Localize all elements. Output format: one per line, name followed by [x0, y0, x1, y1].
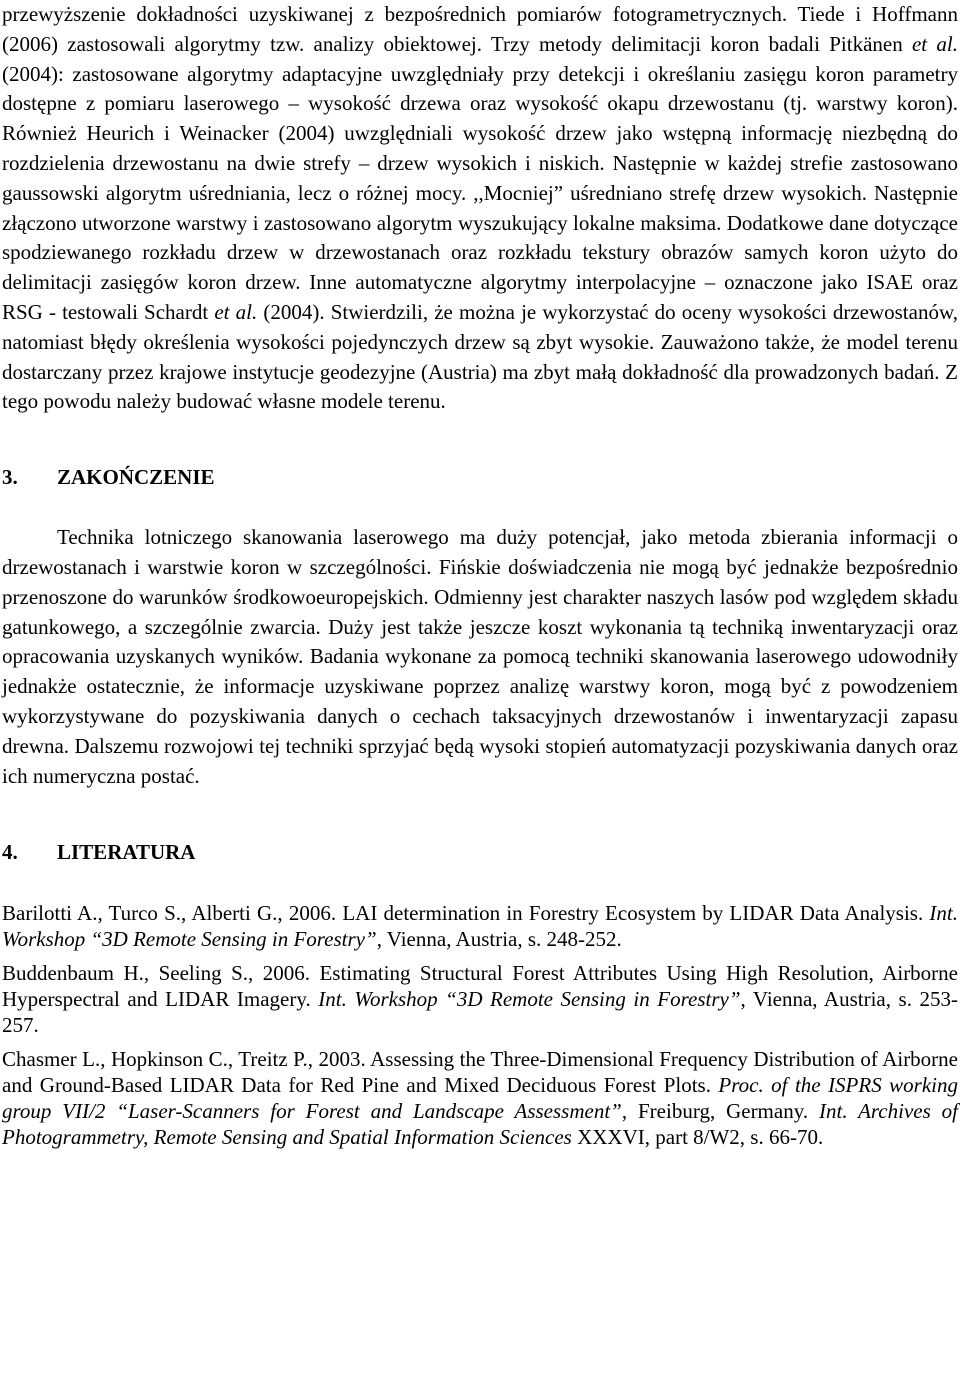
text-run: Barilotti A., Turco S., Alberti G., 2006. LAI determination in Forestry Ecosystem by LIDAR Data Analysis. — [2, 901, 930, 926]
spacer — [2, 417, 958, 463]
text-run: , Vienna, Austria, s. 253-257. — [2, 987, 958, 1038]
spacer — [2, 867, 958, 900]
text-run: , Vienna, Austria, s. 248-252. — [376, 927, 622, 952]
section-number: 3. — [2, 465, 18, 490]
italic-text-run: Int. Archives of Photogrammetry, Remote Sensing and Spatial Information Sciences — [2, 1099, 958, 1150]
section-title: ZAKOŃCZENIE — [57, 465, 215, 490]
section-title: LITERATURA — [57, 840, 196, 865]
italic-text-run: et al. — [214, 299, 258, 324]
section-heading-conclusion — [2, 463, 958, 492]
text-run: , Freiburg, Germany. — [621, 1099, 819, 1124]
text-run: (2004). Stwierdzili, że można je wykorzystać do oceny wysokości drzewostanów, natomiast błędy określenia wysokości pojedynczych drzew są zbyt wysokie. Zauważono także, że model terenu dostarczany przez krajowe instytucje geodezyjne (Austria) ma zbyt małą dokładność dla prowadzonych badań. Z tego powodu należy budować własne modele terenu. — [2, 299, 958, 414]
italic-text-run: Int. Workshop “3D Remote Sensing in Forestry” — [2, 901, 958, 952]
conclusion-text: Technika lotniczego skanowania laserowego ma duży potencjał, jako metoda zbierania informacji o drzewostanach i warstwie koron w szczególności. Fińskie doświadczenia nie mogą być jednakże bezpośrednio przenoszone do warunków środkowoeuropejskich. Odmienny jest charakter naszych lasów pod względem składu gatunkowego, a szczególnie zwarcia. Duży jest także jeszcze koszt wykonania tą techniką inwentaryzacji oraz opracowania uzyskanych wyników. Badania wykonane za pomocą techniki skanowania laserowego udowodniły jednakże ostatecznie, że informacje uzyskiwane poprzez analizę warstwy koron, mogą być z powodzeniem wykorzystywane do pozyskiwania danych o cechach taksacyjnych drzewostanów i inwentaryzacji zapasu drewna. Dalszemu rozwojowi tej techniki sprzyjać będą wysoki stopień automatyzacji pozyskiwania danych oraz ich numeryczna postać. — [2, 525, 958, 788]
italic-text-run: Int. Workshop “3D Remote Sensing in Forestry” — [318, 987, 741, 1012]
text-run: Chasmer L., Hopkinson C., Treitz P., 2003. Assessing the Three-Dimensional Frequency Distribution of Airborne and Ground-Based LIDAR Data for Red Pine and Mixed Deciduous Forest Plots. — [2, 1047, 958, 1098]
text-run: (2004): zastosowane algorytmy adaptacyjne uwzględniały przy detekcji i określaniu zasięgu koron parametry dostępne z pomiaru laserowego – wysokość drzewa oraz wysokość okapu drzewostanu (tj. warstwy koron). Również Heurich i Weinacker (2004) uwzględniali wysokość drzew jako wstępną informację niezbędną do rozdzielenia drzewostanu na dwie strefy – drzew wysokich i niskich. Następnie w każdej strefie zastosowano gaussowski algorytm uśredniania, lecz o różnej mocy. ,,Mocniej” uśredniano strefę drzew wysokich. Następnie złączono utworzone warstwy i zastosowano algorytm wyszukujący lokalne maksima. Dodatkowe dane dotyczące spodziewanego rozkładu drzew w drzewostanach oraz rozkładu tekstury obrazów samych koron użyto do delimitacji zasięgów koron drzew. Inne automatyczne algorytmy interpolacyjne – oznaczone jako ISAE oraz RSG - testowali Schardt — [2, 61, 958, 324]
text-run: Buddenbaum H., Seeling S., 2006. Estimating Structural Forest Attributes Using High Resolution, Airborne Hyperspectral and LIDAR Imagery. — [2, 961, 958, 1012]
section-number: 4. — [2, 840, 18, 865]
section-heading-literature — [2, 838, 958, 867]
italic-text-run: et al. — [911, 31, 958, 56]
spacer — [2, 791, 958, 838]
paragraph-top — [2, 0, 958, 417]
text-run: przewyższenie dokładności uzyskiwanej z bezpośrednich pomiarów fotogrametrycznych. Tiede i Hoffmann (2006) zastosowali algorytmy tzw. analizy obiektowej. Trzy metody delimitacji koron badali Pitkänen — [2, 2, 958, 56]
reference-list — [2, 900, 958, 1150]
reference-item — [2, 900, 958, 952]
text-run: XXXVI, part 8/W2, s. 66-70. — [571, 1125, 824, 1150]
spacer — [2, 492, 958, 523]
reference-item — [2, 960, 958, 1038]
reference-item — [2, 1046, 958, 1150]
italic-text-run: Proc. of the ISPRS working group VII/2 “Laser-Scanners for Forest and Landscape Assessment” — [2, 1073, 958, 1124]
paragraph-conclusion — [2, 523, 958, 791]
